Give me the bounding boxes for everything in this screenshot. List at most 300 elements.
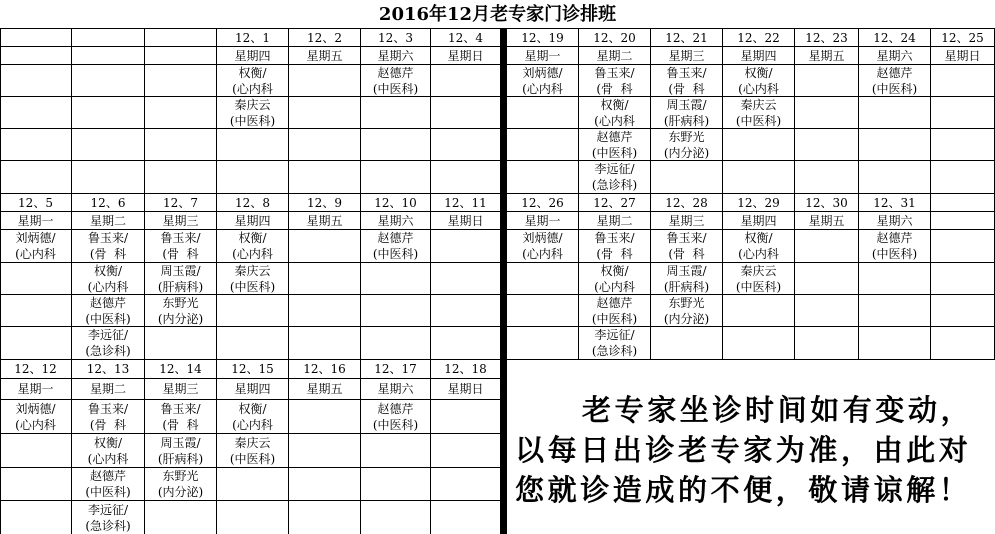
date-cell: 12、31	[859, 194, 931, 212]
doctor-slot	[0, 263, 72, 295]
doctor-dept: (骨 科	[89, 417, 127, 432]
date-cell: 12、20	[579, 29, 651, 47]
doctor-slot	[723, 327, 795, 360]
doctor-slot	[579, 97, 651, 129]
doctor-slot	[0, 327, 72, 360]
doctor-slot	[723, 65, 795, 97]
doctor-dept: (内分泌)	[157, 485, 204, 499]
doctor-slot	[72, 263, 145, 295]
date-cell: 12、1	[217, 29, 289, 47]
date-cell: 12、22	[723, 29, 795, 47]
doctor-name: 刘炳德/	[522, 231, 563, 245]
weekday-cell: 星期四	[723, 212, 795, 230]
doctor-slot	[651, 263, 723, 295]
doctor-name: 周玉霞/	[160, 263, 201, 278]
doctor-dept: (骨 科	[162, 417, 199, 432]
doctor-slot	[859, 129, 931, 161]
doctor-name: 赵德芹	[876, 65, 913, 80]
doctor-name: 权衡/	[238, 65, 267, 80]
doctor-dept: (中医科)	[735, 279, 782, 294]
doctor-slot	[217, 230, 289, 263]
doctor-slot	[507, 97, 579, 129]
doctor-slot	[289, 129, 361, 161]
weekday-cell: 星期五	[289, 379, 361, 400]
doctor-slot	[651, 65, 723, 97]
doctor-slot	[431, 327, 501, 360]
date-cell: 12、26	[507, 194, 579, 212]
doctor-slot	[795, 295, 859, 327]
doctor-name: 东野光	[668, 295, 705, 310]
doctor-name: 鲁玉来/	[666, 65, 707, 80]
doctor-name: 赵德芹	[596, 295, 633, 310]
doctor-slot	[217, 97, 289, 129]
doctor-dept: (骨 科	[668, 247, 705, 261]
doctor-dept: (心内科	[87, 279, 129, 294]
doctor-dept: (骨 科	[596, 247, 633, 261]
doctor-slot	[431, 263, 501, 295]
date-cell: 12、11	[431, 194, 501, 212]
date-cell	[72, 29, 145, 47]
doctor-slot	[507, 327, 579, 360]
notice-line: 以每日出诊老专家为准，由此对	[515, 433, 972, 467]
date-cell: 12、23	[795, 29, 859, 47]
date-cell: 12、18	[431, 360, 501, 379]
doctor-name: 赵德芹	[377, 401, 414, 416]
weekday-cell: 星期三	[651, 47, 723, 65]
doctor-slot	[795, 129, 859, 161]
weekday-cell: 星期四	[723, 47, 795, 65]
doctor-dept: (中医科)	[229, 451, 276, 466]
doctor-slot	[579, 230, 651, 263]
date-cell: 12、3	[361, 29, 431, 47]
weekday-cell: 星期四	[217, 379, 289, 400]
notice-line: 老专家坐诊时间如有变动，	[582, 393, 974, 427]
weekday-cell: 星期二	[72, 212, 145, 230]
doctor-slot	[431, 129, 501, 161]
doctor-slot	[217, 400, 289, 434]
doctor-slot	[289, 161, 361, 194]
doctor-slot	[289, 295, 361, 327]
doctor-slot	[431, 230, 501, 263]
doctor-slot	[723, 161, 795, 194]
doctor-name: 赵德芹	[89, 469, 126, 483]
doctor-slot	[931, 295, 995, 327]
doctor-slot	[579, 295, 651, 327]
doctor-slot	[507, 129, 579, 161]
doctor-slot	[289, 65, 361, 97]
doctor-slot	[931, 65, 995, 97]
weekday-cell: 星期五	[795, 47, 859, 65]
doctor-dept: (中医科)	[591, 311, 638, 326]
doctor-slot	[289, 230, 361, 263]
doctor-name: 赵德芹	[377, 231, 414, 245]
doctor-slot	[431, 97, 501, 129]
notice-box	[507, 360, 995, 534]
doctor-slot	[579, 263, 651, 295]
doctor-slot	[795, 97, 859, 129]
doctor-slot	[723, 295, 795, 327]
doctor-slot	[651, 161, 723, 194]
doctor-name: 秦庆云	[234, 97, 271, 112]
weekday-cell: 星期二	[72, 379, 145, 400]
doctor-dept: (急诊科)	[85, 518, 131, 533]
doctor-slot	[723, 230, 795, 263]
doctor-slot	[217, 129, 289, 161]
doctor-slot	[145, 97, 217, 129]
doctor-slot	[145, 400, 217, 434]
date-cell: 12、9	[289, 194, 361, 212]
doctor-slot	[217, 65, 289, 97]
doctor-slot	[361, 295, 431, 327]
doctor-dept: (骨 科	[668, 81, 705, 96]
weekday-cell: 星期日	[431, 379, 501, 400]
weekday-cell: 星期四	[217, 47, 289, 65]
doctor-slot	[931, 263, 995, 295]
weekday-cell: 星期一	[507, 212, 579, 230]
doctor-slot	[507, 161, 579, 194]
doctor-dept: (内分泌)	[663, 145, 710, 160]
doctor-name: 东野光	[668, 129, 705, 144]
weekday-cell: 星期六	[859, 212, 931, 230]
doctor-slot	[0, 400, 72, 434]
doctor-slot	[361, 400, 431, 434]
doctor-slot	[217, 263, 289, 295]
doctor-slot	[859, 327, 931, 360]
doctor-name: 赵德芹	[89, 295, 126, 310]
date-cell: 12、4	[431, 29, 501, 47]
date-cell: 12、8	[217, 194, 289, 212]
weekday-cell: 星期一	[507, 47, 579, 65]
date-cell: 12、27	[579, 194, 651, 212]
doctor-name: 李远征/	[594, 328, 635, 342]
doctor-slot	[145, 327, 217, 360]
doctor-dept: (心内科	[232, 247, 273, 261]
weekday-cell: 星期二	[579, 212, 651, 230]
doctor-slot	[145, 161, 217, 194]
doctor-slot	[0, 129, 72, 161]
doctor-slot	[651, 230, 723, 263]
doctor-slot	[431, 434, 501, 468]
doctor-slot	[651, 129, 723, 161]
doctor-dept: (中医科)	[85, 485, 131, 499]
date-cell: 12、5	[0, 194, 72, 212]
doctor-name: 李远征/	[87, 328, 129, 342]
doctor-name: 周玉霞/	[160, 435, 201, 450]
date-cell: 12、30	[795, 194, 859, 212]
doctor-dept: (心内科	[15, 247, 56, 261]
doctor-dept: (心内科	[522, 247, 563, 261]
weekday-cell: 星期四	[217, 212, 289, 230]
weekday-cell: 星期日	[931, 47, 995, 65]
doctor-slot	[361, 65, 431, 97]
doctor-slot	[145, 263, 217, 295]
doctor-slot	[0, 468, 72, 501]
doctor-slot	[859, 295, 931, 327]
doctor-name: 李远征/	[594, 162, 635, 176]
doctor-slot	[0, 434, 72, 468]
doctor-slot	[72, 97, 145, 129]
doctor-name: 秦庆云	[740, 97, 777, 112]
doctor-dept: (心内科	[738, 247, 779, 261]
doctor-slot	[795, 327, 859, 360]
doctor-slot	[723, 129, 795, 161]
doctor-slot	[723, 97, 795, 129]
date-cell: 12、29	[723, 194, 795, 212]
doctor-slot	[507, 295, 579, 327]
doctor-name: 赵德芹	[876, 231, 913, 245]
doctor-slot	[145, 129, 217, 161]
doctor-slot	[361, 468, 431, 501]
doctor-slot	[431, 161, 501, 194]
doctor-slot	[72, 468, 145, 501]
doctor-slot	[651, 97, 723, 129]
doctor-slot	[72, 161, 145, 194]
doctor-slot	[72, 400, 145, 434]
doctor-name: 鲁玉来/	[594, 231, 635, 245]
doctor-slot	[72, 65, 145, 97]
doctor-slot	[361, 434, 431, 468]
doctor-slot	[289, 400, 361, 434]
doctor-slot	[361, 97, 431, 129]
doctor-slot	[795, 161, 859, 194]
doctor-slot	[72, 501, 145, 534]
doctor-slot	[859, 97, 931, 129]
doctor-dept: (心内科	[594, 279, 635, 294]
weekday-cell: 星期五	[795, 212, 859, 230]
doctor-slot	[361, 230, 431, 263]
doctor-slot	[361, 161, 431, 194]
weekday-cell: 星期三	[145, 379, 217, 400]
doctor-name: 鲁玉来/	[666, 231, 707, 245]
doctor-name: 权衡/	[238, 231, 267, 245]
doctor-slot	[145, 295, 217, 327]
weekday-cell: 星期一	[0, 379, 72, 400]
doctor-name: 权衡/	[93, 435, 123, 450]
weekday-cell: 星期五	[289, 212, 361, 230]
date-cell: 12、14	[145, 360, 217, 379]
doctor-slot	[431, 468, 501, 501]
doctor-dept: (肝病科)	[157, 279, 204, 294]
page-title: 2016年12月老专家门诊排班	[378, 4, 617, 25]
date-cell: 12、7	[145, 194, 217, 212]
doctor-name: 刘炳德/	[15, 401, 56, 416]
doctor-name: 秦庆云	[234, 263, 271, 278]
doctor-slot	[431, 295, 501, 327]
doctor-name: 东野光	[162, 469, 199, 483]
doctor-slot	[651, 327, 723, 360]
doctor-slot	[361, 501, 431, 534]
doctor-slot	[217, 327, 289, 360]
doctor-slot	[145, 468, 217, 501]
date-cell: 12、12	[0, 360, 72, 379]
doctor-slot	[431, 400, 501, 434]
weekday-cell: 星期六	[859, 47, 931, 65]
doctor-dept: (中医科)	[372, 417, 419, 432]
doctor-slot	[579, 161, 651, 194]
doctor-slot	[217, 295, 289, 327]
doctor-slot	[289, 501, 361, 534]
date-cell: 12、24	[859, 29, 931, 47]
date-cell	[145, 29, 217, 47]
doctor-slot	[361, 327, 431, 360]
doctor-dept: (心内科	[522, 81, 563, 96]
doctor-slot	[931, 97, 995, 129]
doctor-slot	[859, 161, 931, 194]
doctor-slot	[361, 129, 431, 161]
doctor-name: 权衡/	[744, 65, 773, 80]
doctor-slot	[723, 263, 795, 295]
doctor-slot	[0, 161, 72, 194]
doctor-name: 周玉霞/	[666, 97, 707, 112]
doctor-slot	[145, 65, 217, 97]
date-cell: 12、25	[931, 29, 995, 47]
doctor-slot	[72, 230, 145, 263]
date-cell: 12、17	[361, 360, 431, 379]
doctor-dept: (心内科	[232, 417, 273, 432]
doctor-slot	[931, 230, 995, 263]
doctor-slot	[859, 263, 931, 295]
doctor-slot	[795, 230, 859, 263]
weekday-cell: 星期六	[361, 212, 431, 230]
weekday-cell: 星期五	[289, 47, 361, 65]
doctor-name: 秦庆云	[740, 263, 777, 278]
doctor-dept: (中医科)	[229, 279, 276, 294]
doctor-slot	[72, 327, 145, 360]
date-cell: 12、2	[289, 29, 361, 47]
doctor-slot	[0, 97, 72, 129]
doctor-slot	[72, 129, 145, 161]
date-cell: 12、19	[507, 29, 579, 47]
doctor-slot	[931, 161, 995, 194]
weekday-cell: 星期日	[431, 47, 501, 65]
doctor-slot	[651, 295, 723, 327]
doctor-dept: (急诊科)	[591, 178, 638, 192]
date-cell: 12、28	[651, 194, 723, 212]
doctor-slot	[931, 129, 995, 161]
date-cell: 12、16	[289, 360, 361, 379]
date-cell: 12、21	[651, 29, 723, 47]
doctor-name: 李远征/	[87, 502, 129, 517]
doctor-slot	[0, 65, 72, 97]
doctor-slot	[859, 65, 931, 97]
doctor-slot	[0, 230, 72, 263]
doctor-slot	[289, 468, 361, 501]
doctor-name: 赵德芹	[596, 129, 633, 144]
doctor-dept: (中医科)	[735, 113, 782, 128]
doctor-name: 权衡/	[93, 263, 123, 278]
doctor-name: 权衡/	[238, 401, 267, 416]
doctor-dept: (中医科)	[85, 311, 131, 326]
doctor-slot	[507, 230, 579, 263]
weekday-cell: 星期六	[361, 47, 431, 65]
doctor-slot	[145, 501, 217, 534]
date-cell	[931, 194, 995, 212]
doctor-name: 刘炳德/	[15, 231, 56, 245]
doctor-dept: (肝病科)	[663, 113, 710, 128]
doctor-slot	[931, 327, 995, 360]
doctor-slot	[72, 295, 145, 327]
date-cell	[0, 29, 72, 47]
weekday-cell: 星期三	[651, 212, 723, 230]
doctor-dept: (骨 科	[89, 247, 127, 261]
date-cell: 12、6	[72, 194, 145, 212]
doctor-dept: (急诊科)	[591, 344, 638, 358]
doctor-dept: (骨 科	[596, 81, 633, 96]
doctor-slot	[217, 434, 289, 468]
doctor-slot	[145, 230, 217, 263]
doctor-dept: (内分泌)	[157, 311, 204, 326]
doctor-name: 鲁玉来/	[87, 401, 129, 416]
weekday-cell	[0, 47, 72, 65]
doctor-name: 权衡/	[744, 231, 773, 245]
doctor-dept: (中医科)	[372, 81, 419, 96]
doctor-dept: (中医科)	[871, 81, 918, 96]
doctor-name: 鲁玉来/	[87, 231, 129, 245]
doctor-slot	[431, 65, 501, 97]
doctor-slot	[507, 263, 579, 295]
doctor-slot	[72, 434, 145, 468]
doctor-slot	[289, 434, 361, 468]
doctor-dept: (中医科)	[372, 247, 419, 261]
doctor-slot	[0, 501, 72, 534]
date-cell: 12、10	[361, 194, 431, 212]
weekday-cell: 星期日	[431, 212, 501, 230]
doctor-name: 秦庆云	[234, 435, 271, 450]
doctor-slot	[579, 65, 651, 97]
doctor-slot	[507, 65, 579, 97]
doctor-slot	[289, 263, 361, 295]
doctor-dept: (肝病科)	[157, 451, 204, 466]
doctor-name: 刘炳德/	[522, 65, 563, 80]
doctor-dept: (中医科)	[229, 113, 276, 128]
doctor-name: 权衡/	[600, 97, 629, 112]
doctor-slot	[795, 65, 859, 97]
weekday-cell: 星期一	[0, 212, 72, 230]
doctor-name: 权衡/	[600, 263, 629, 278]
doctor-slot	[579, 129, 651, 161]
doctor-dept: (中医科)	[591, 145, 638, 160]
date-cell: 12、13	[72, 360, 145, 379]
doctor-dept: (心内科	[594, 113, 635, 128]
doctor-slot	[289, 97, 361, 129]
doctor-slot	[795, 263, 859, 295]
doctor-slot	[431, 501, 501, 534]
doctor-name: 周玉霞/	[666, 263, 707, 278]
doctor-dept: (心内科	[87, 451, 129, 466]
doctor-dept: (骨 科	[162, 247, 199, 261]
doctor-slot	[145, 434, 217, 468]
doctor-slot	[0, 295, 72, 327]
doctor-dept: (心内科	[232, 81, 273, 96]
doctor-slot	[217, 501, 289, 534]
doctor-slot	[289, 327, 361, 360]
doctor-dept: (肝病科)	[663, 279, 710, 294]
weekday-cell	[145, 47, 217, 65]
doctor-dept: (中医科)	[871, 247, 918, 261]
weekday-cell: 星期三	[145, 212, 217, 230]
doctor-dept: (心内科	[738, 81, 779, 96]
doctor-slot	[579, 327, 651, 360]
doctor-dept: (急诊科)	[85, 344, 131, 358]
weekday-cell	[72, 47, 145, 65]
weekday-cell: 星期二	[579, 47, 651, 65]
doctor-name: 鲁玉来/	[160, 231, 201, 245]
doctor-name: 鲁玉来/	[594, 65, 635, 80]
notice-line: 您就诊造成的不便，敬请谅解！	[515, 473, 972, 507]
doctor-slot	[217, 161, 289, 194]
doctor-slot	[361, 263, 431, 295]
doctor-dept: (心内科	[15, 417, 56, 432]
